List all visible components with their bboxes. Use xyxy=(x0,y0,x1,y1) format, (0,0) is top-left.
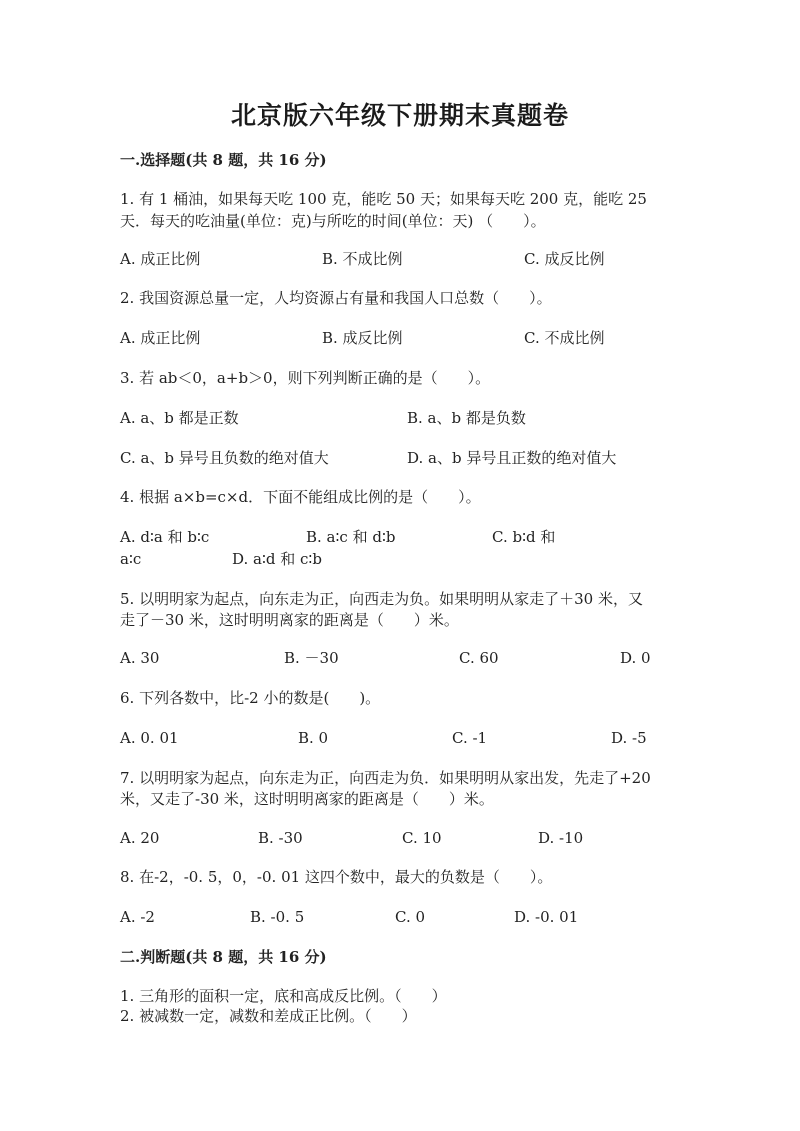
question-4-option-c-continued: a∶c xyxy=(120,550,142,568)
question-7-option-c: C. 10 xyxy=(402,829,442,847)
question-2-option-a: A. 成正比例 xyxy=(120,329,201,347)
question-3-option-d: D. a、b 异号且正数的绝对值大 xyxy=(407,449,617,467)
judgment-item-2: 2. 被减数一定，减数和差成正比例。（ ） xyxy=(120,1007,417,1025)
question-3-option-a: A. a、b 都是正数 xyxy=(120,409,239,427)
section-heading-choice: 一.选择题(共 8 题，共 16 分) xyxy=(120,151,327,169)
question-5-option-d: D. 0 xyxy=(620,649,651,667)
question-5-line-1: 5. 以明明家为起点，向东走为正，向西走为负。如果明明从家走了＋30 米，又 xyxy=(120,590,643,608)
question-4-option-d: D. a∶d 和 c∶b xyxy=(232,550,322,568)
question-1-option-c: C. 成反比例 xyxy=(524,250,605,268)
question-8-option-c: C. 0 xyxy=(395,908,426,926)
question-5-line-2: 走了－30 米，这时明明离家的距离是（ ）米。 xyxy=(120,611,459,629)
question-1-option-b: B. 不成比例 xyxy=(322,250,403,268)
question-1-line-1: 1. 有 1 桶油，如果每天吃 100 克，能吃 50 天；如果每天吃 200 克，能吃 25 xyxy=(120,190,647,208)
question-2-option-b: B. 成反比例 xyxy=(322,329,403,347)
question-4-line-1: 4. 根据 a×b=c×d．下面不能组成比例的是（ ）。 xyxy=(120,488,481,506)
section-heading-judgment: 二.判断题(共 8 题，共 16 分) xyxy=(120,948,327,966)
question-5-option-b: B. －30 xyxy=(284,649,339,667)
judgment-item-1: 1. 三角形的面积一定，底和高成反比例。（ ） xyxy=(120,987,447,1005)
question-6-option-d: D. -5 xyxy=(611,729,647,747)
question-4-option-c: C. b∶d 和 xyxy=(492,528,556,546)
page-title: 北京版六年级下册期末真题卷 xyxy=(230,101,569,130)
question-1-line-2: 天．每天的吃油量(单位：克)与所吃的时间(单位：天) （ ）。 xyxy=(120,212,546,230)
question-6-option-b: B. 0 xyxy=(298,729,329,747)
question-7-line-1: 7. 以明明家为起点，向东走为正，向西走为负．如果明明从家出发，先走了+20 xyxy=(120,769,651,787)
question-8-option-b: B. -0. 5 xyxy=(250,908,305,926)
question-8-option-d: D. -0. 01 xyxy=(514,908,579,926)
question-3-line-1: 3. 若 ab＜0，a+b＞0，则下列判断正确的是（ ）。 xyxy=(120,369,491,387)
question-3-option-c: C. a、b 异号且负数的绝对值大 xyxy=(120,449,329,467)
question-2-line-1: 2. 我国资源总量一定，人均资源占有量和我国人口总数（ ）。 xyxy=(120,289,552,307)
question-8-option-a: A. -2 xyxy=(120,908,155,926)
question-5-option-a: A. 30 xyxy=(120,649,160,667)
question-4-option-a: A. d∶a 和 b∶c xyxy=(120,528,210,546)
question-5-option-c: C. 60 xyxy=(459,649,499,667)
question-6-option-c: C. -1 xyxy=(452,729,488,747)
question-4-option-b: B. a∶c 和 d∶b xyxy=(306,528,396,546)
question-6-option-a: A. 0. 01 xyxy=(120,729,179,747)
question-7-option-d: D. -10 xyxy=(538,829,584,847)
question-1-option-a: A. 成正比例 xyxy=(120,250,201,268)
question-3-option-b: B. a、b 都是负数 xyxy=(407,409,526,427)
question-2-option-c: C. 不成比例 xyxy=(524,329,605,347)
question-6-line-1: 6. 下列各数中，比-2 小的数是( )。 xyxy=(120,689,381,707)
question-7-option-a: A. 20 xyxy=(120,829,160,847)
question-7-option-b: B. -30 xyxy=(258,829,303,847)
question-8-line-1: 8. 在-2，-0. 5，0，-0. 01 这四个数中，最大的负数是（ ）。 xyxy=(120,868,553,886)
question-7-line-2: 米，又走了-30 米，这时明明离家的距离是（ ）米。 xyxy=(120,790,494,808)
